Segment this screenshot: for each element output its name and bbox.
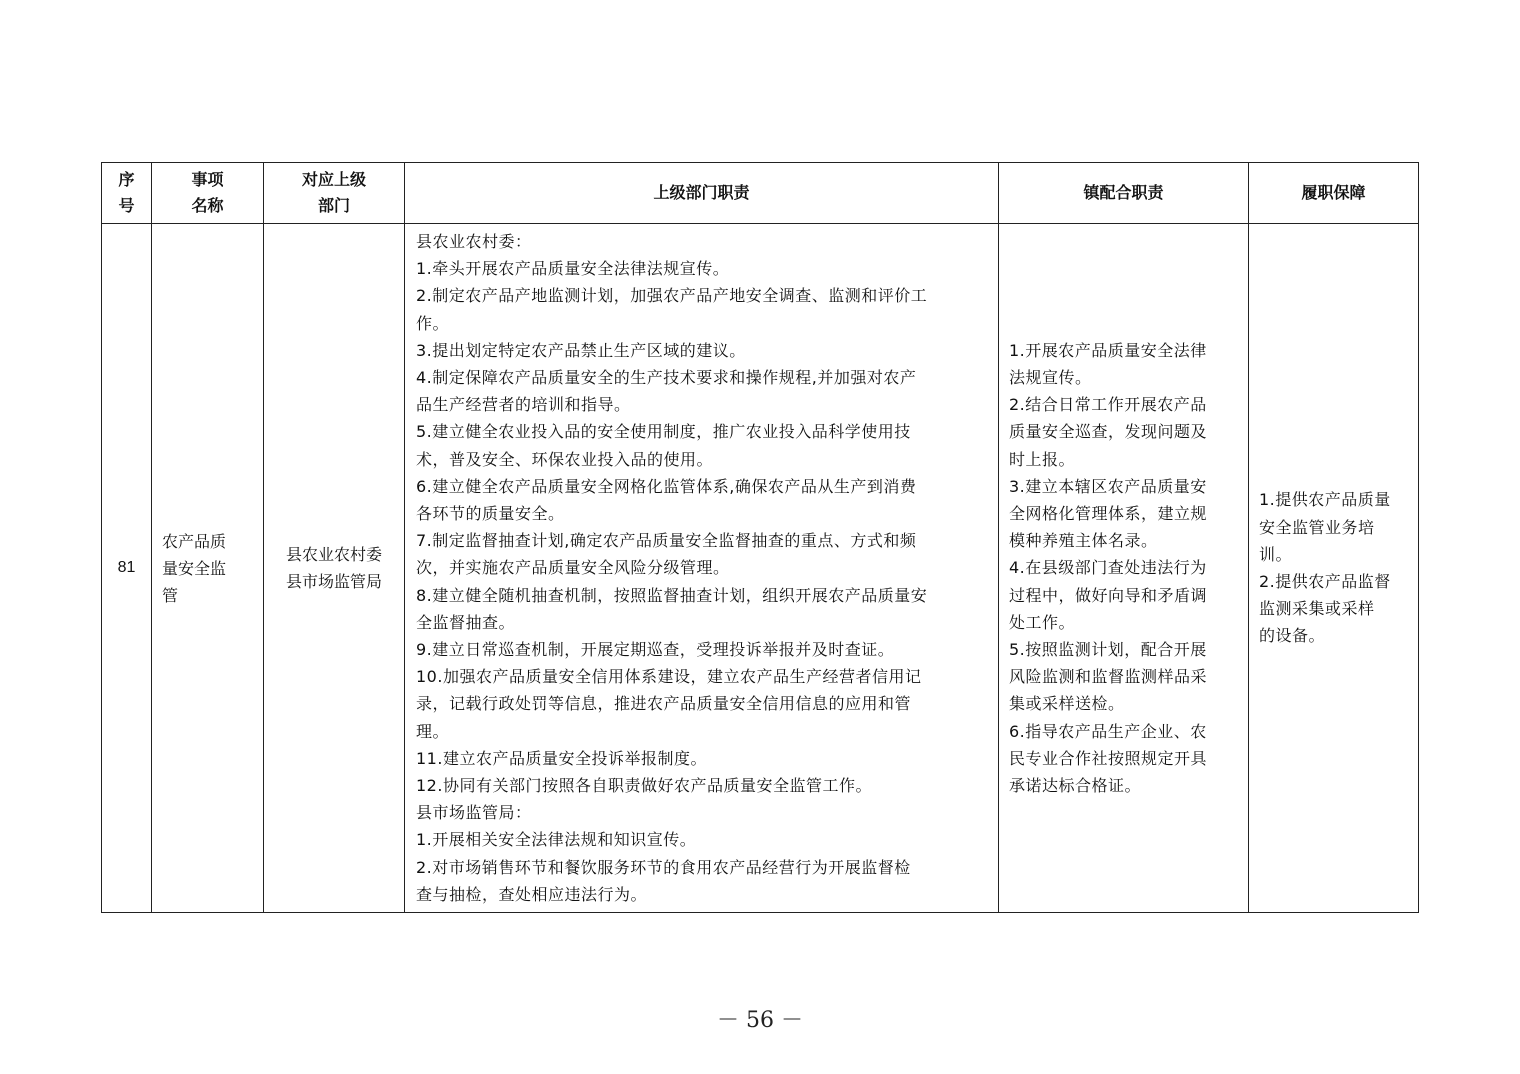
text-line: 县农业农村委： bbox=[416, 232, 532, 251]
text-line: 理。 bbox=[416, 721, 450, 741]
text-line: 监测采集或采样 bbox=[1259, 599, 1375, 619]
page-number: － 56 － bbox=[717, 1008, 803, 1033]
text-line: 安全监管业务培 bbox=[1259, 517, 1375, 537]
text-line: 法规宣传。 bbox=[1009, 368, 1092, 388]
text-line: 11.建立农产品质量安全投诉举报制度。 bbox=[416, 748, 707, 768]
text-line: 1.提供农产品质量 bbox=[1259, 490, 1391, 510]
text-line: 9.建立日常巡查机制，开展定期巡查，受理投诉举报并及时查证。 bbox=[416, 640, 895, 660]
text-line: 录，记载行政处罚等信息，推进农产品质量安全信用信息的应用和管 bbox=[416, 694, 912, 714]
text-line: 12.协同有关部门按照各自职责做好农产品质量安全监管工作。 bbox=[416, 776, 872, 796]
duty-table bbox=[101, 162, 1419, 913]
text-line: 县市场监管局： bbox=[416, 803, 532, 823]
text-line: 8.建立健全随机抽查机制，按照监督抽查计划，组织开展农产品质量安 bbox=[416, 585, 928, 605]
guarantee-text bbox=[1249, 486, 1418, 649]
text-line: 过程中，做好向导和矛盾调 bbox=[1009, 585, 1208, 605]
text-line: 各环节的质量安全。 bbox=[416, 504, 565, 524]
text-line: 3.建立本辖区农产品质量安 bbox=[1009, 476, 1207, 496]
text-line: 5.建立健全农业投入品的安全使用制度，推广农业投入品科学使用技 bbox=[416, 422, 911, 442]
text-line: 术，普及安全、环保农业投入品的使用。 bbox=[416, 449, 714, 469]
text-line: 品生产经营者的培训和指导。 bbox=[416, 395, 631, 415]
upper-duties-cell bbox=[405, 224, 999, 913]
table-row bbox=[102, 224, 1419, 913]
text-line: 次，并实施农产品质量安全风险分级管理。 bbox=[416, 558, 730, 578]
town-duties-text bbox=[999, 337, 1248, 799]
text-line: 作。 bbox=[416, 313, 450, 333]
upper-duties-text bbox=[405, 224, 998, 912]
text-line: 5.按照监测计划，配合开展 bbox=[1009, 640, 1207, 660]
header-item-name: 事项 名称 bbox=[152, 163, 264, 224]
text-line: 训。 bbox=[1259, 544, 1293, 564]
town-duties-cell bbox=[999, 224, 1249, 913]
guarantee-cell bbox=[1249, 224, 1419, 913]
table-header-row bbox=[102, 163, 1419, 224]
text-line: 2.结合日常工作开展农产品 bbox=[1009, 395, 1207, 415]
text-line: 模种养殖主体名录。 bbox=[1009, 531, 1158, 551]
text-line: 全网格化管理体系，建立规 bbox=[1009, 504, 1208, 524]
text-line: 质量安全巡查，发现问题及 bbox=[1009, 422, 1208, 442]
text-line: 时上报。 bbox=[1009, 449, 1076, 469]
text-line: 1.开展相关安全法律法规和知识宣传。 bbox=[416, 830, 697, 850]
text-line: 10.加强农产品质量安全信用体系建设，建立农产品生产经营者信用记 bbox=[416, 667, 922, 687]
text-line: 2.提供农产品监督 bbox=[1259, 572, 1391, 592]
text-line: 4.制定保障农产品质量安全的生产技术要求和操作规程,并加强对农产 bbox=[416, 368, 917, 388]
header-town-duties: 镇配合职责 bbox=[999, 163, 1249, 224]
text-line: 6.指导农产品生产企业、农 bbox=[1009, 721, 1207, 741]
text-line: 全监督抽查。 bbox=[416, 612, 516, 632]
text-line: 4.在县级部门查处违法行为 bbox=[1009, 558, 1207, 578]
header-upper-dept: 对应上级 部门 bbox=[264, 163, 405, 224]
text-line: 6.建立健全农产品质量安全网格化监管体系,确保农产品从生产到消费 bbox=[416, 476, 917, 496]
text-line: 风险监测和监督监测样品采 bbox=[1009, 667, 1208, 687]
text-line: 处工作。 bbox=[1009, 612, 1076, 632]
text-line: 2.对市场销售环节和餐饮服务环节的食用农产品经营行为开展监督检 bbox=[416, 857, 911, 877]
text-line: 的设备。 bbox=[1259, 626, 1326, 646]
header-upper-duties: 上级部门职责 bbox=[405, 163, 999, 224]
text-line: 1.开展农产品质量安全法律 bbox=[1009, 340, 1207, 360]
text-line: 集或采样送检。 bbox=[1009, 694, 1125, 714]
text-line: 3.提出划定特定农产品禁止生产区域的建议。 bbox=[416, 340, 746, 360]
row-number: 81 bbox=[102, 224, 152, 913]
header-guarantee: 履职保障 bbox=[1249, 163, 1419, 224]
text-line: 1.牵头开展农产品质量安全法律法规宣传。 bbox=[416, 259, 730, 279]
text-line: 7.制定监督抽查计划,确定农产品质量安全监督抽查的重点、方式和频 bbox=[416, 531, 917, 551]
text-line: 民专业合作社按照规定开具 bbox=[1009, 748, 1208, 768]
text-line: 2.制定农产品产地监测计划，加强农产品产地安全调查、监测和评价工 bbox=[416, 286, 928, 306]
upper-dept-cell: 县农业农村委 县市场监管局 bbox=[264, 224, 405, 913]
text-line: 承诺达标合格证。 bbox=[1009, 776, 1142, 796]
item-name-cell: 农产品质 量安全监 管 bbox=[152, 224, 264, 913]
text-line: 查与抽检，查处相应违法行为。 bbox=[416, 884, 648, 904]
header-no: 序 号 bbox=[102, 163, 152, 224]
